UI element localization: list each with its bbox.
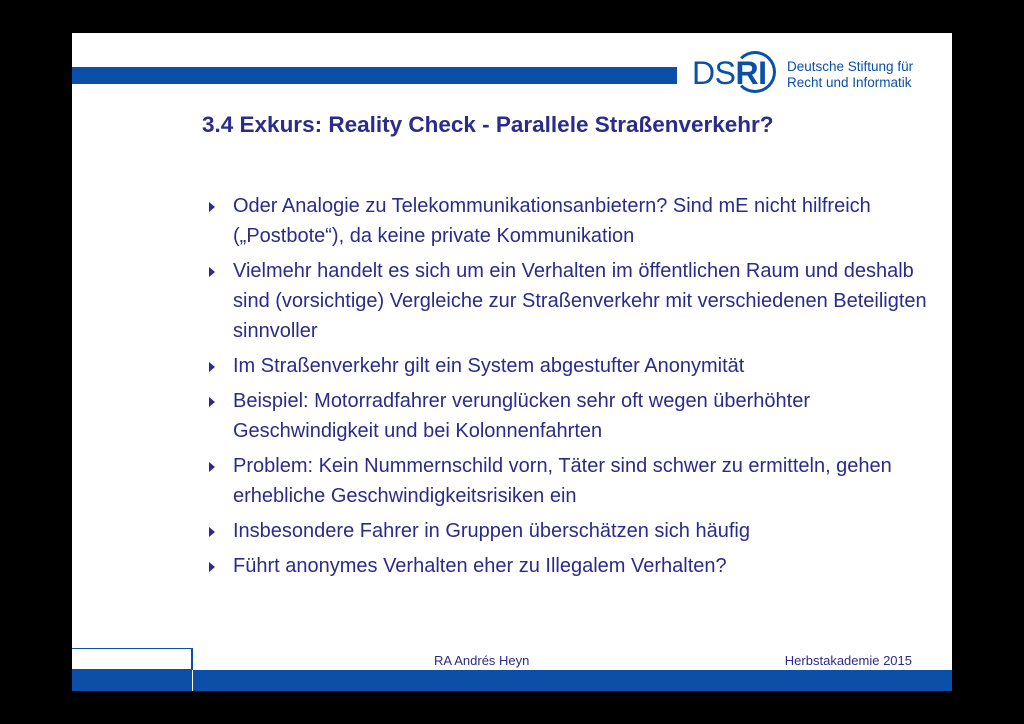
bullet-item: [207, 256, 927, 346]
footer-box: [72, 648, 192, 670]
footer-bar: [72, 670, 952, 691]
bullet-item: [207, 451, 927, 511]
bullet-item: [207, 551, 927, 581]
bullet-item: [207, 191, 927, 251]
bullet-text: Im Straßenverkehr gilt ein System abgestufter Anonymität: [233, 355, 745, 377]
triangle-right-icon: [209, 527, 215, 537]
triangle-right-icon: [209, 362, 215, 372]
bullet-text: Vielmehr handelt es sich um ein Verhalten im öffentlichen Raum und deshalb sind (vorsichtige) Vergleiche zur Straßenverkehr mit verschiedenen Beteiligten sinnvoller: [233, 260, 927, 342]
footer-event: Herbstakademie 2015: [784, 653, 912, 668]
logo-name: [787, 59, 913, 91]
footer-author: RA Andrés Heyn: [434, 653, 530, 668]
bullet-text: Führt anonymes Verhalten eher zu Illegalem Verhalten?: [233, 555, 727, 577]
slide: [72, 33, 952, 691]
bullet-item: [207, 386, 927, 446]
footer-bar-gap: [192, 670, 193, 691]
triangle-right-icon: [209, 267, 215, 277]
dsri-logo: [692, 49, 952, 99]
triangle-right-icon: [209, 397, 215, 407]
bullet-text: Oder Analogie zu Telekommunikationsanbietern? Sind mE nicht hilfreich („Postbote“), da keine private Kommunikation: [233, 195, 871, 247]
bullet-text: Insbesondere Fahrer in Gruppen überschätzen sich häufig: [233, 520, 750, 542]
triangle-right-icon: [209, 562, 215, 572]
logo-mark-prefix: DS: [692, 55, 736, 91]
bullet-text: Beispiel: Motorradfahrer verunglücken sehr oft wegen überhöhter Geschwindigkeit und bei Kolonnenfahrten: [233, 390, 810, 442]
logo-mark-suffix: RI: [735, 55, 767, 91]
logo-name-line1: Deutsche Stiftung für: [787, 59, 914, 74]
logo-name-line2: Recht und Informatik: [787, 75, 912, 90]
bullet-text: Problem: Kein Nummernschild vorn, Täter sind schwer zu ermitteln, gehen erhebliche Geschwindigkeitsrisiken ein: [233, 455, 892, 507]
triangle-right-icon: [209, 202, 215, 212]
header-bar: [72, 67, 677, 84]
bullet-list: [207, 191, 927, 586]
slide-title: 3.4 Exkurs: Reality Check - Parallele Straßenverkehr?: [202, 112, 774, 137]
logo-mark: [692, 55, 766, 91]
triangle-right-icon: [209, 462, 215, 472]
bullet-item: [207, 516, 927, 546]
bullet-item: [207, 351, 927, 381]
